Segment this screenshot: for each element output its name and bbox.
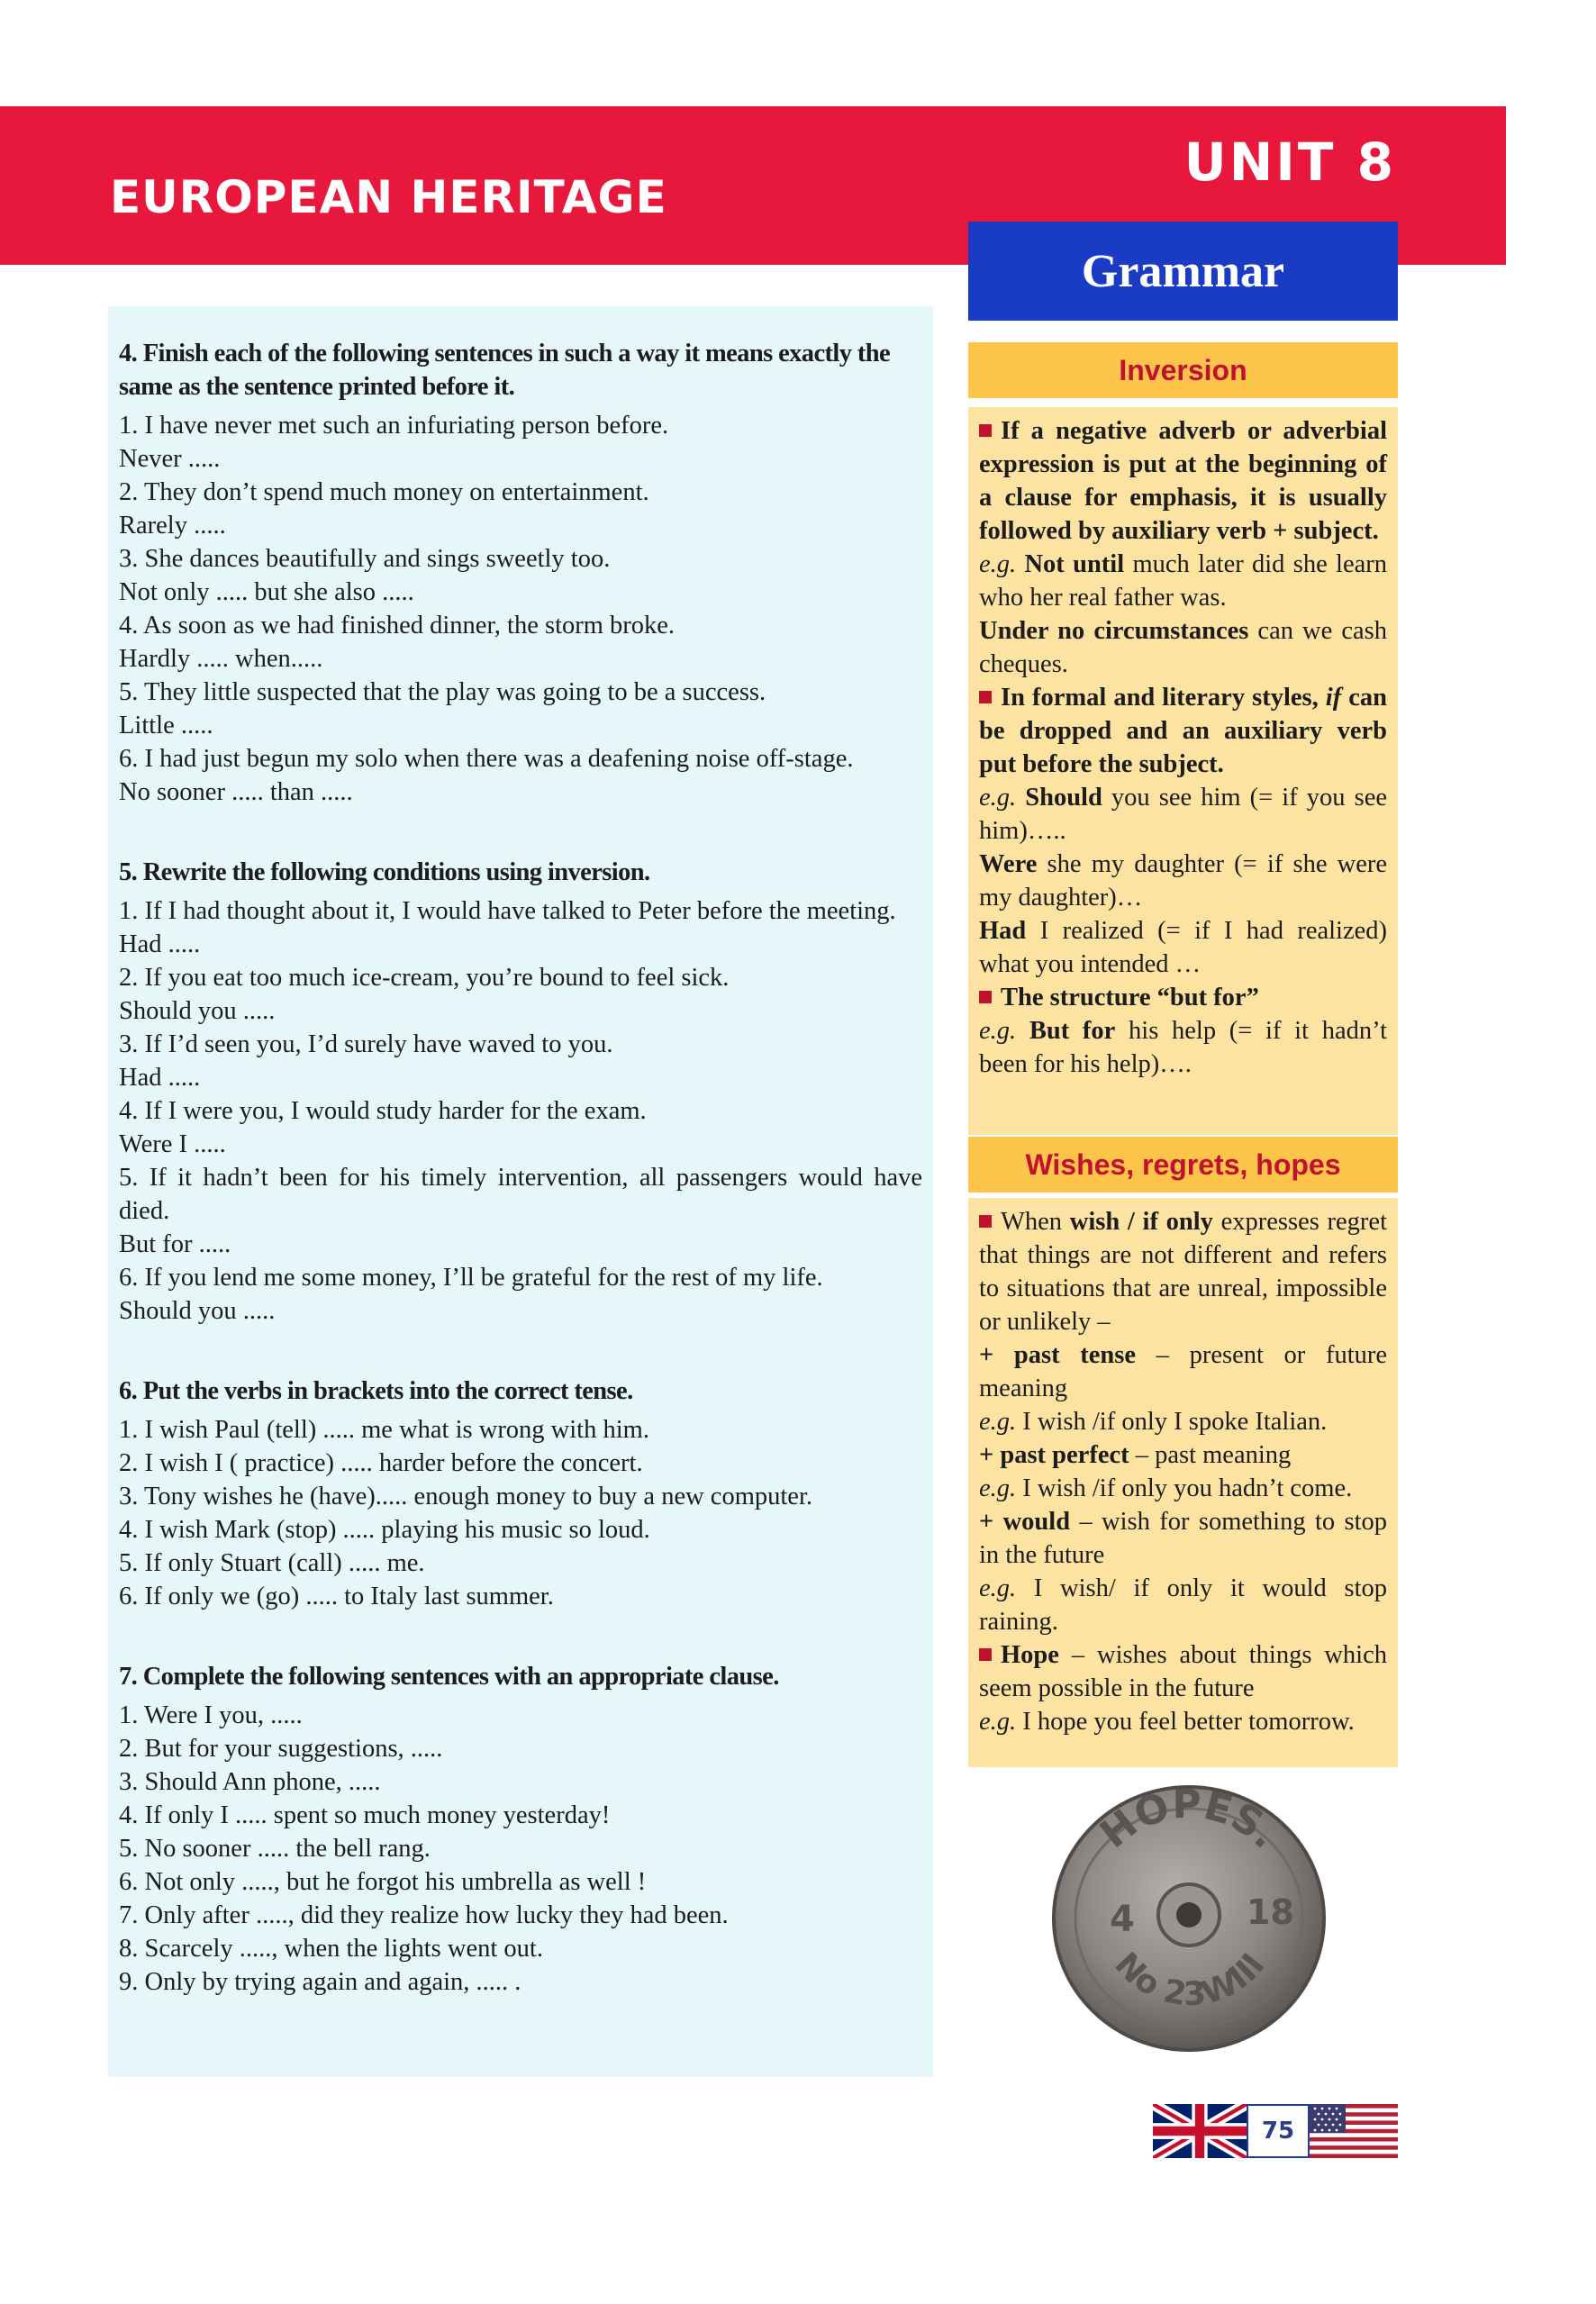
wishes-rule-1: When wish / if only expresses regret that things are not different and refers to situations that are unreal, impossible or unlikely – (979, 1208, 1387, 1336)
inversion-example-5: Had I realized (= if I had realized) what you intended … (979, 917, 1388, 978)
exercise-line: 3. Tony wishes he (have)..... enough money to buy a new computer. (119, 1483, 812, 1510)
exercise-4 (119, 337, 922, 809)
uk-flag-icon (1153, 2104, 1247, 2158)
exercise-line: 1. I have never met such an infuriating person before. (119, 412, 669, 440)
exercise-line: Should you ..... (119, 1297, 276, 1325)
wishes-would: + would – wish for something to stop in the future (979, 1508, 1388, 1569)
exercise-heading: 7. Complete the following sentences with an appropriate clause. (119, 1663, 779, 1691)
hope-rule: Hope – wishes about things which seem possible in the future (979, 1641, 1387, 1702)
exercise-line: 5. No sooner ..... the bell rang. (119, 1835, 431, 1863)
exercise-line: 1. Were I you, ..... (119, 1701, 303, 1729)
exercise-heading: 4. Finish each of the following sentences in such a way it means exactly the same as the sentence printed before it. (119, 340, 891, 401)
exercise-line: 5. They little suspected that the play was going to be a success. (119, 678, 766, 706)
exercise-line: 5. If only Stuart (call) ..... me. (119, 1549, 425, 1577)
exercise-line: 9. Only by trying again and again, ..... . (119, 1968, 521, 1996)
exercise-line: Hardly ..... when..... (119, 645, 323, 673)
wishes-title: Wishes, regrets, hopes (968, 1137, 1398, 1193)
exercise-line: 6. If you lend me some money, I’ll be grateful for the rest of my life. (119, 1264, 823, 1292)
exercise-line: 2. I wish I ( practice) ..... harder before the concert. (119, 1449, 643, 1477)
exercise-line: 2. But for your suggestions, ..... (119, 1735, 443, 1763)
inversion-rule-1: If a negative adverb or adverbial expression is put at the beginning of a clause for emphasis, it is usually followed by auxiliary verb + subject. (979, 417, 1387, 545)
exercise-line: 7. Only after ....., did they realize how lucky they had been. (119, 1901, 729, 1929)
wishes-example-3: e.g. I wish/ if only it would stop raining. (979, 1574, 1387, 1636)
wishes-example-1: e.g. I wish /if only I spoke Italian. (979, 1408, 1328, 1436)
exercise-line: 6. If only we (go) ..... to Italy last summer. (119, 1583, 554, 1610)
exercise-heading: 5. Rewrite the following conditions using inversion. (119, 858, 650, 886)
unit-title: UNIT 8 (1183, 132, 1396, 193)
exercise-5 (119, 856, 922, 1328)
exercise-line: No sooner ..... than ..... (119, 778, 353, 806)
hopes-coin-image (1045, 1773, 1333, 2061)
exercise-line: 8. Scarcely ....., when the lights went out. (119, 1935, 543, 1963)
inversion-example-2: Under no circumstances can we cash cheques. (979, 617, 1387, 678)
exercise-line: 4. If only I ..... spent so much money yesterday! (119, 1801, 611, 1829)
inversion-example-1: e.g. Not until much later did she learn who her real father was. (979, 550, 1388, 612)
inversion-rule-2: In formal and literary styles, if can be dropped and an auxiliary verb put before the subject. (979, 684, 1388, 778)
exercise-line: 3. She dances beautifully and sings sweetly too. (119, 545, 611, 573)
wishes-example-2: e.g. I wish /if only you hadn’t come. (979, 1474, 1353, 1502)
bullet-square-icon (979, 991, 992, 1003)
exercise-line: But for ..... (119, 1230, 231, 1258)
exercise-line: 6. I had just begun my solo when there was a deafening noise off-stage. (119, 745, 854, 773)
exercise-line: 4. If I were you, I would study harder for the exam. (119, 1097, 647, 1125)
exercises-panel (108, 306, 933, 2077)
inversion-title: Inversion (968, 342, 1398, 398)
wishes-panel (968, 1198, 1398, 1767)
coin-text-right: 18 (1247, 1892, 1294, 1932)
inversion-example-3: e.g. Should you see him (= if you see him)….. (979, 784, 1388, 845)
exercise-line: 4. As soon as we had finished dinner, the storm broke. (119, 612, 676, 639)
exercise-line: Had ..... (119, 1064, 201, 1092)
exercise-line: Rarely ..... (119, 512, 226, 540)
inversion-example-4: Were she my daughter (= if she were my daughter)… (979, 850, 1388, 912)
exercise-line: 1. If I had thought about it, I would have talked to Peter before the meeting. (119, 897, 896, 925)
exercise-line: 5. If it hadn’t been for his timely intervention, all passengers would have died. (119, 1164, 922, 1225)
wishes-past-tense: + past tense – present or future meaning (979, 1341, 1388, 1402)
exercise-line: 2. If you eat too much ice-cream, you’re bound to feel sick. (119, 964, 730, 992)
page-number: 75 (1247, 2104, 1310, 2158)
hope-example: e.g. I hope you feel better tomorrow. (979, 1708, 1355, 1736)
coin-text-top: HOPES. (1092, 1781, 1288, 1858)
exercise-6 (119, 1374, 922, 1613)
exercise-7 (119, 1660, 922, 1999)
exercise-heading: 6. Put the verbs in brackets into the correct tense. (119, 1377, 633, 1405)
bullet-square-icon (979, 424, 992, 437)
exercise-line: 6. Not only ....., but he forgot his umbrella as well ! (119, 1868, 647, 1896)
exercise-line: 2. They don’t spend much money on entertainment. (119, 478, 649, 506)
bullet-square-icon (979, 1648, 992, 1661)
us-flag-icon (1310, 2104, 1398, 2158)
grammar-label: Grammar (968, 222, 1398, 321)
exercise-line: Were I ..... (119, 1130, 226, 1158)
exercise-line: Should you ..... (119, 997, 276, 1025)
series-title: EUROPEAN HERITAGE (110, 171, 667, 223)
page-footer (1153, 2104, 1398, 2158)
exercise-line: Had ..... (119, 930, 201, 958)
exercise-line: 4. I wish Mark (stop) ..... playing his music so loud. (119, 1516, 650, 1544)
exercise-line: Never ..... (119, 445, 221, 473)
exercise-line: Not only ..... but she also ..... (119, 578, 414, 606)
wishes-past-perfect: + past perfect – past meaning (979, 1441, 1292, 1469)
exercise-line: 3. If I’d seen you, I’d surely have waved to you. (119, 1030, 613, 1058)
inversion-example-6: e.g. But for his help (= if it hadn’t been for his help)…. (979, 1017, 1388, 1078)
coin-text-bottom: No 23WIII (1107, 1946, 1273, 2014)
coin-text-left: 4 (1110, 1899, 1135, 1940)
exercise-line: 1. I wish Paul (tell) ..... me what is wrong with him. (119, 1416, 649, 1444)
bullet-square-icon (979, 1215, 992, 1228)
bullet-square-icon (979, 691, 992, 703)
exercise-line: Little ..... (119, 712, 213, 739)
inversion-panel (968, 407, 1398, 1135)
exercise-line: 3. Should Ann phone, ..... (119, 1768, 381, 1796)
inversion-rule-3: The structure “but for” (979, 981, 1387, 1014)
